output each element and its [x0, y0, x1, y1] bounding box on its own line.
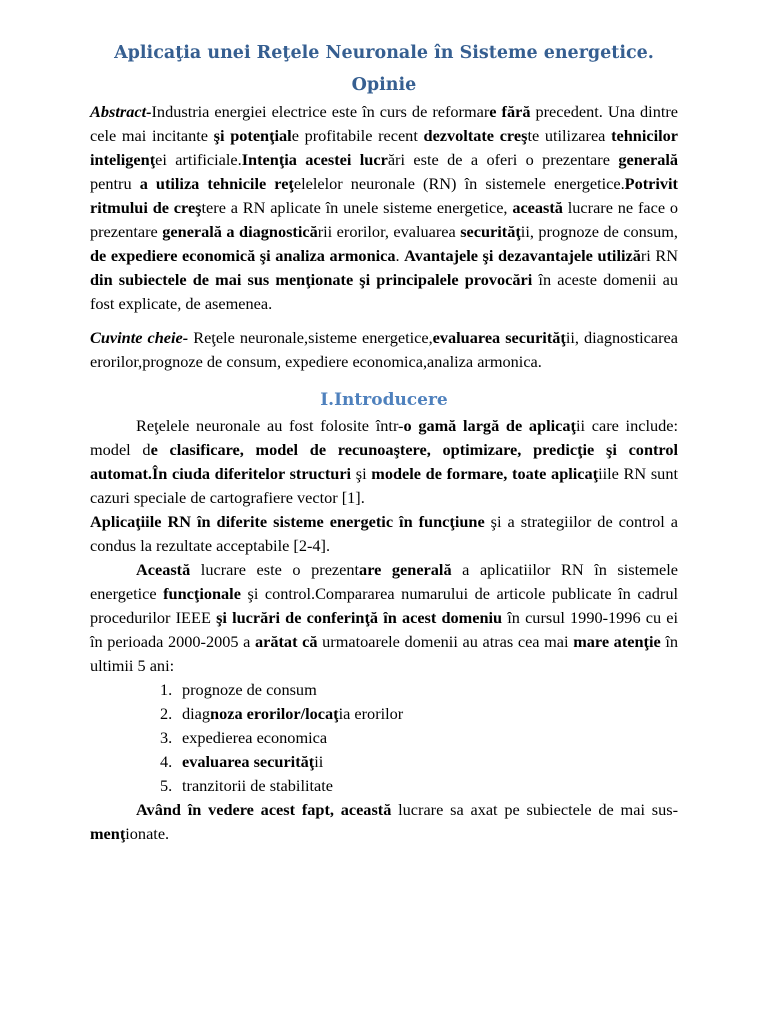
- abstract-bold: şi potenţial: [213, 126, 292, 145]
- keywords-label: Cuvinte cheie-: [90, 328, 189, 347]
- abstract-bold: generală a diagnostică: [162, 222, 318, 241]
- abstract-text: rii erorilor, evaluarea: [317, 222, 461, 241]
- abstract-bold: Intenţia acestei lucr: [241, 150, 388, 169]
- abstract-bold: tehnicilor inteligenţ: [90, 126, 678, 169]
- abstract-bold: a utiliza tehnicile reţ: [139, 174, 294, 193]
- intro-paragraph-1: [90, 414, 678, 510]
- abstract-text: tere a RN aplicate în unele sisteme energetice,: [201, 198, 513, 217]
- intro-text: ii care include: model d: [90, 416, 679, 459]
- abstract-text: ei artificiale.: [155, 150, 242, 169]
- intro-bold: mare atenţie: [573, 632, 661, 651]
- list-item: [90, 702, 678, 726]
- abstract-text: în aceste domenii au fost explicate, de asemenea.: [90, 270, 678, 313]
- abstract-text: e profitabile recent: [291, 126, 424, 145]
- list-item-number: 2.: [160, 704, 173, 723]
- keywords-text: Reţele neuronale,sisteme energetice,: [188, 328, 433, 347]
- intro-bold: menţ: [90, 824, 126, 843]
- abstract-text: Industria energiei electrice este în curs de reformar: [151, 102, 490, 121]
- intro-bold: şi lucrări de conferinţă în acest domeniu: [216, 608, 503, 627]
- abstract-bold: din subiectele de mai sus menţionate şi principalele provocări: [90, 270, 533, 289]
- intro-bold: Această: [136, 560, 191, 579]
- abstract-text: precedent. Una dintre cele mai incitante: [90, 102, 679, 145]
- list-item-number: 3.: [160, 728, 173, 747]
- keywords-text: ii, diagnosticarea erorilor,prognoze de consum, expediere economica,analiza armonica.: [90, 328, 678, 371]
- abstract-text: ii, prognoze de consum,: [520, 222, 678, 241]
- intro-text: iile RN sunt cazuri speciale de cartografiere vector [1].: [90, 464, 678, 507]
- list-item: [90, 774, 678, 798]
- abstract-text: ări este de a oferi o prezentare: [387, 150, 619, 169]
- abstract-bold: de expediere economică şi analiza armonica: [90, 246, 396, 265]
- intro-bold: o gamă largă de aplicaţ: [403, 416, 576, 435]
- intro-text: ionate.: [125, 824, 170, 843]
- abstract-bold: securităţ: [460, 222, 521, 241]
- abstract-bold: e fără: [489, 102, 531, 121]
- intro-text: în cursul 1990-1996 cu ei în perioada 2000-2005 a: [90, 608, 679, 651]
- abstract-bold: Potrivit ritmului de creş: [90, 174, 678, 217]
- abstract-paragraph: [90, 100, 678, 316]
- abstract-text: .: [395, 246, 405, 265]
- intro-text: a numarului de articole publicate în cadrul procedurilor IEEE: [90, 584, 679, 627]
- intro-bold: arătat că: [255, 632, 318, 651]
- intro-text: urmatoarele domenii au atras cea mai: [317, 632, 574, 651]
- intro-text: şi a strategiilor de control a condus la rezultate acceptabile [2-4].: [90, 512, 679, 555]
- abstract-bold: această: [512, 198, 563, 217]
- abstract-bold: dezvoltate creş: [423, 126, 528, 145]
- list-item-text: tranzitorii de stabilitate: [182, 776, 333, 795]
- intro-text: lucrare sa axat pe subiectele de mai sus-: [391, 800, 678, 819]
- intro-text: Reţelele neuronale au fost folosite într-: [136, 416, 404, 435]
- abstract-bold: generală: [618, 150, 679, 169]
- list-item-text: ia erorilor: [338, 704, 404, 723]
- abstract-bold: Avantajele şi dezavantajele utiliză: [404, 246, 641, 265]
- intro-text: în ultimii 5 ani:: [90, 632, 678, 675]
- intro-paragraph-4: [90, 798, 678, 846]
- list-item-text: diag: [182, 704, 211, 723]
- abstract-text: elelelor neuronale (RN) în sistemele energetice.: [293, 174, 625, 193]
- intro-paragraph-3: [90, 558, 678, 678]
- document-page: [90, 38, 678, 846]
- intro-bold: modele de formare, toate aplicaţ: [371, 464, 599, 483]
- keywords-bold: evaluarea securităţ: [432, 328, 566, 347]
- intro-bold: e clasificare, model de recunoaştere, optimizare, predicţie şi control automat.În ciuda diferitelor structuri: [90, 440, 679, 483]
- intro-paragraph-2: [90, 510, 678, 558]
- paper-subtitle: Opinie: [351, 75, 417, 95]
- list-item-text: ii: [314, 752, 324, 771]
- paper-title: Aplicaţia unei Reţele Neuronale în Sisteme energetice.: [114, 43, 654, 63]
- list-item-bold: evaluarea securităţ: [182, 752, 315, 771]
- abstract-text: lucrare ne face o prezentare: [90, 198, 678, 241]
- abstract-text: ri RN: [640, 246, 678, 265]
- abstract-text: te utilizarea: [527, 126, 612, 145]
- intro-text: şi: [351, 464, 372, 483]
- intro-text: a aplicatiilor RN în sistemele energetice: [90, 560, 679, 603]
- list-item-bold: noza erorilor/locaţ: [210, 704, 339, 723]
- intro-bold: are generală: [359, 560, 452, 579]
- list-item-text: expedierea economica: [182, 728, 328, 747]
- abstract-text: pentru: [90, 174, 140, 193]
- intro-bold: funcţionale: [163, 584, 241, 603]
- list-item-number: 4.: [160, 752, 173, 771]
- section-heading-introduction: I.Introducere: [320, 390, 448, 410]
- keywords-paragraph: [90, 326, 678, 374]
- list-item-number: 5.: [160, 776, 173, 795]
- intro-bold: Aplicaţiile RN în diferite sisteme energetic în funcţiune: [90, 512, 485, 531]
- intro-bold: Având în vedere acest fapt, această: [136, 800, 392, 819]
- list-item: [90, 726, 678, 750]
- list-item-text: prognoze de consum: [182, 680, 317, 699]
- intro-text: şi control.Comparare: [240, 584, 388, 603]
- list-item: [90, 678, 678, 702]
- list-item: [90, 750, 678, 774]
- list-item-number: 1.: [160, 680, 173, 699]
- topic-list: [90, 678, 678, 798]
- abstract-label: Abstract-: [90, 102, 152, 121]
- intro-text: lucrare este o prezent: [190, 560, 360, 579]
